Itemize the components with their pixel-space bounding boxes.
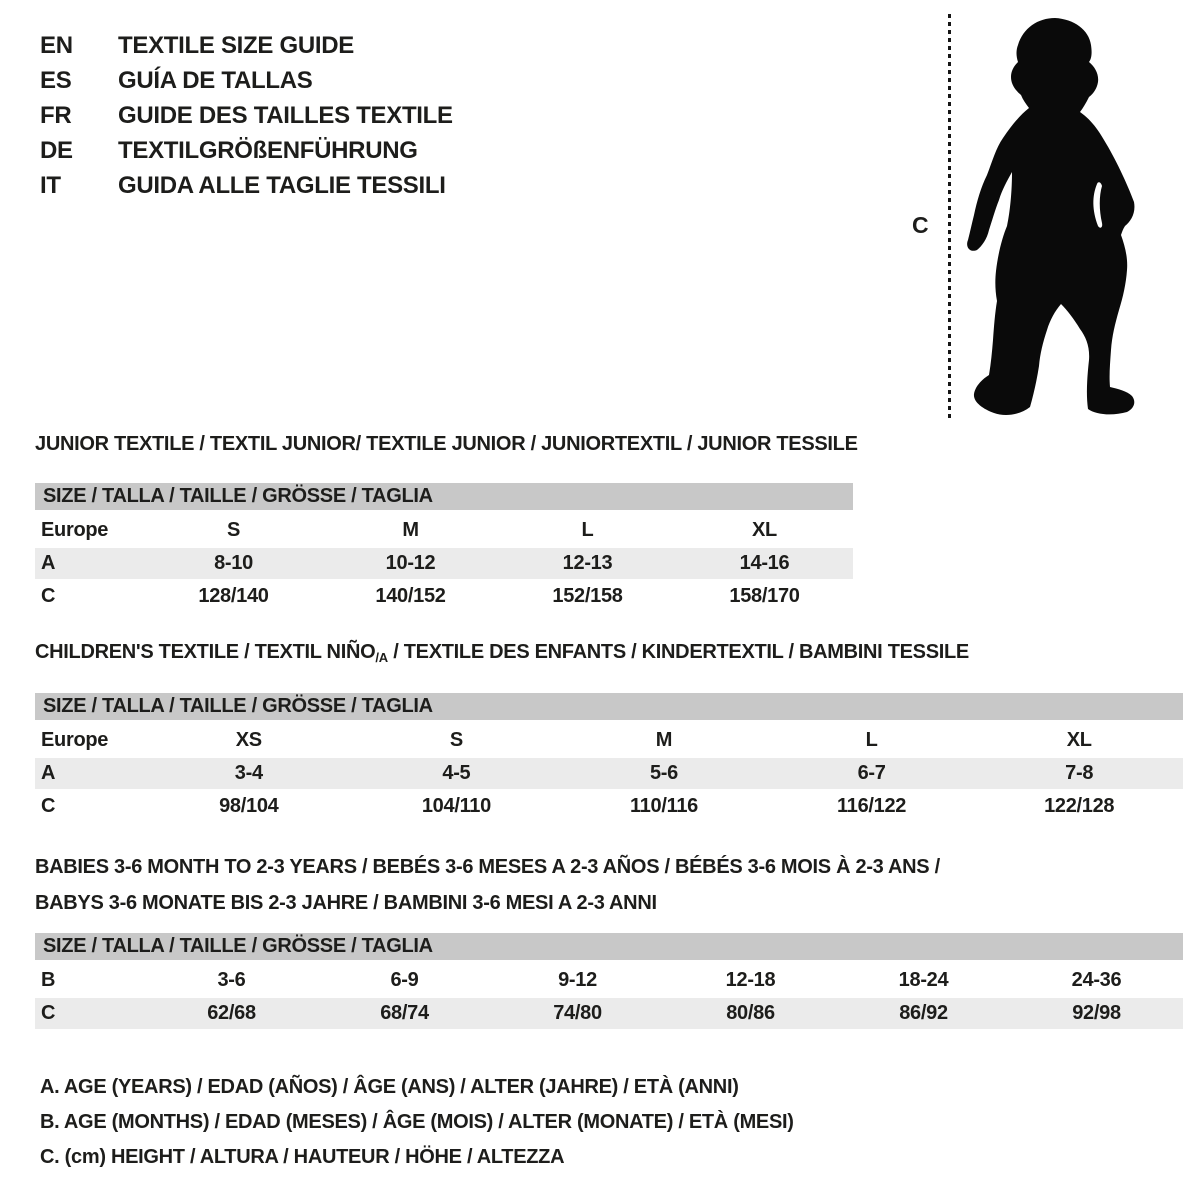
language-code: DE	[40, 137, 73, 164]
table-cell: 4-5	[442, 762, 471, 784]
table-cell: 98/104	[219, 795, 279, 817]
legend-footnotes	[40, 1070, 794, 1175]
table-cell: S	[449, 729, 463, 751]
babies-size-table	[35, 933, 1183, 1029]
table-cell: 140/152	[375, 585, 446, 607]
table-cell: 12-13	[562, 552, 613, 574]
table-cell: 14-16	[739, 552, 790, 574]
height-row	[35, 581, 853, 612]
language-title-list	[40, 28, 453, 203]
table-cell: 74/80	[553, 1002, 602, 1024]
table-cell: 110/116	[629, 795, 698, 817]
junior-textile-section	[35, 433, 858, 612]
size-row	[35, 725, 1183, 756]
title-line-2: BABYS 3-6 MONATE BIS 2-3 JAHRE / BAMBINI 3-6 MESI A 2-3 ANNI	[35, 892, 657, 914]
months-row	[35, 965, 1183, 996]
table-cell: 3-4	[234, 762, 263, 784]
size-header-bar: SIZE / TALLA / TAILLE / GRÖSSE / TAGLIA	[35, 483, 853, 510]
babies-textile-section	[35, 849, 1183, 1029]
table-cell: 10-12	[385, 552, 436, 574]
section-title	[35, 849, 1183, 921]
table-cell: 3-6	[217, 969, 246, 991]
table-cell: 86/92	[899, 1002, 948, 1024]
title-text: / TEXTILE DES ENFANTS / KINDERTEXTIL / BAMBINI TESSILE	[387, 641, 969, 663]
table-cell: 80/86	[726, 1002, 775, 1024]
title-subscript: /A	[375, 650, 388, 665]
toddler-silhouette-icon	[962, 16, 1142, 418]
table-cell: 116/122	[837, 795, 907, 817]
language-code: EN	[40, 32, 73, 59]
table-cell: 152/158	[552, 585, 623, 607]
table-cell: 5-6	[649, 762, 678, 784]
language-code: ES	[40, 67, 72, 94]
height-row	[35, 998, 1183, 1029]
language-code: IT	[40, 172, 61, 199]
table-cell: 92/98	[1072, 1002, 1121, 1024]
table-cell: XL	[752, 519, 777, 541]
children-size-table	[35, 693, 1183, 822]
height-measure-label: C	[912, 212, 929, 238]
guide-title: TEXTILE SIZE GUIDE	[118, 32, 354, 59]
title-text: CHILDREN'S TEXTILE / TEXTIL NIÑO	[35, 641, 376, 663]
title-line-1: BABIES 3-6 MONTH TO 2-3 YEARS / BEBÉS 3-6 MESES A 2-3 AÑOS / BÉBÉS 3-6 MOIS À 2-3 ANS /	[35, 856, 940, 878]
row-label: C	[41, 585, 56, 607]
row-label: C	[41, 795, 56, 817]
table-cell: 7-8	[1065, 762, 1094, 784]
table-cell: 122/128	[1044, 795, 1115, 817]
table-cell: XS	[235, 729, 262, 751]
size-header-bar: SIZE / TALLA / TAILLE / GRÖSSE / TAGLIA	[35, 933, 1183, 960]
section-title: JUNIOR TEXTILE / TEXTIL JUNIOR/ TEXTILE JUNIOR / JUNIORTEXTIL / JUNIOR TESSILE	[35, 433, 858, 455]
table-cell: L	[581, 519, 594, 541]
height-row	[35, 791, 1183, 822]
table-cell: S	[226, 519, 241, 541]
section-title	[35, 641, 1183, 665]
table-cell: 8-10	[214, 552, 253, 574]
list-item	[40, 63, 453, 98]
table-cell: M	[655, 729, 673, 751]
guide-title: GUIDE DES TAILLES TEXTILE	[118, 102, 453, 129]
table-cell: 9-12	[558, 969, 597, 991]
table-cell: 104/110	[421, 795, 491, 817]
table-cell: 68/74	[380, 1002, 429, 1024]
table-cell: 6-9	[390, 969, 419, 991]
age-row	[35, 758, 1183, 789]
row-label: B	[41, 969, 56, 991]
list-item	[40, 133, 453, 168]
guide-title: GUIDA ALLE TAGLIE TESSILI	[118, 172, 446, 199]
guide-title: TEXTILGRÖßENFÜHRUNG	[118, 137, 418, 164]
table-cell: XL	[1066, 729, 1092, 751]
table-cell: 128/140	[198, 585, 269, 607]
footnote-c: C. (cm) HEIGHT / ALTURA / HAUTEUR / HÖHE / ALTEZZA	[40, 1146, 565, 1168]
row-label: A	[41, 762, 56, 784]
language-code: FR	[40, 102, 72, 129]
row-label: Europe	[41, 519, 109, 541]
age-row	[35, 548, 853, 579]
height-dashed-line	[948, 14, 951, 418]
row-label: A	[41, 552, 56, 574]
table-cell: 158/170	[729, 585, 800, 607]
junior-size-table	[35, 483, 853, 612]
table-cell: 62/68	[207, 1002, 256, 1024]
guide-title: GUÍA DE TALLAS	[118, 67, 313, 94]
table-cell: 12-18	[725, 969, 776, 991]
footnote-b: B. AGE (MONTHS) / EDAD (MESES) / ÂGE (MOIS) / ALTER (MONATE) / ETÀ (MESI)	[40, 1111, 794, 1133]
table-cell: L	[865, 729, 878, 751]
table-cell: M	[402, 519, 419, 541]
list-item	[40, 28, 453, 63]
table-cell: 24-36	[1071, 969, 1122, 991]
table-cell: 6-7	[857, 762, 886, 784]
list-item	[40, 98, 453, 133]
footnote-a: A. AGE (YEARS) / EDAD (AÑOS) / ÂGE (ANS) / ALTER (JAHRE) / ETÀ (ANNI)	[40, 1076, 739, 1098]
children-textile-section	[35, 641, 1183, 822]
row-label: C	[41, 1002, 56, 1024]
size-row	[35, 515, 853, 546]
table-cell: 18-24	[898, 969, 949, 991]
size-header-bar: SIZE / TALLA / TAILLE / GRÖSSE / TAGLIA	[35, 693, 1183, 720]
row-label: Europe	[41, 729, 109, 751]
list-item	[40, 168, 453, 203]
